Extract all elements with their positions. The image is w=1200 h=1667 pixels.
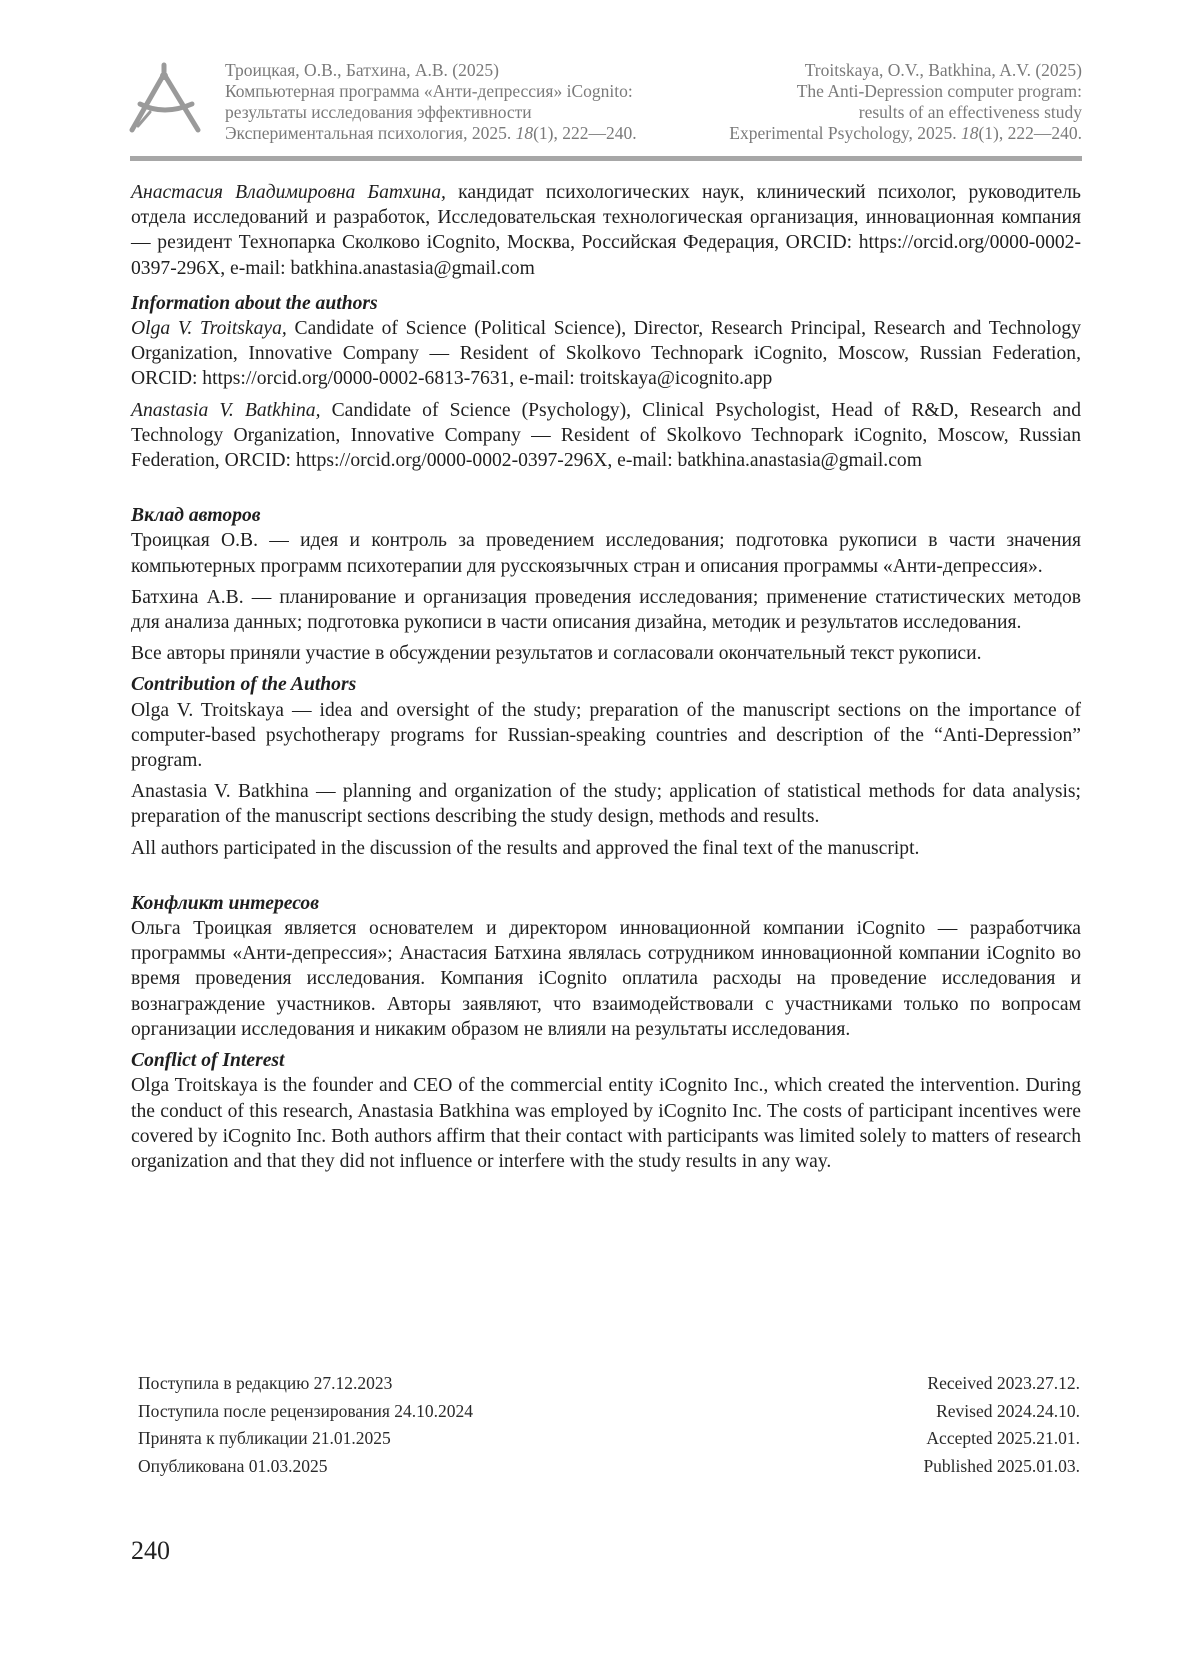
running-header-en — [622, 60, 1082, 144]
header-en-journal-name: Experimental Psychology, 2025. — [729, 123, 961, 143]
ru-author-name: Анастасия Владимировна Батхина, — [131, 182, 446, 203]
conflict-ru-p1: Ольга Троицкая является основателем и директором инновационной компании iCognito — разработчика программы «Анти-депрессия»; Анастасия Батхина являлась сотрудником инновационной компании iCognito во время проведения исследования. Компания iCognito оплатила расходы на проведение исследования и вознаграждение участников. Авторы заявляют, что взаимодействовали с участниками только по вопросам организации исследования и никаким образом не влияли на результаты исследования. — [131, 918, 1081, 1040]
info-author-2-text: Candidate of Science (Psychology), Clinical Psychologist, Head of R&D, Research and Technology Organization, Innovative Company — Resident of Skolkovo Technopark iCognito, Moscow, Russian Federation, ORCID: https://orcid.org/0000-0002-0397-296X, e-mail: batkhina.anastasia@gmail.com — [131, 399, 1081, 472]
header-ru-journal-name: Экспериментальная психология, 2025. — [225, 123, 516, 143]
contrib-en-heading: Contribution of the Authors — [131, 674, 357, 696]
conflict-en-heading: Conflict of Interest — [131, 1050, 285, 1072]
date-row-accepted — [138, 1425, 1080, 1453]
header-en-title-1: The Anti-Depression computer program: — [796, 81, 1082, 101]
contrib-ru-heading: Вклад авторов — [131, 505, 261, 527]
conflict-en-p1: Olga Troitskaya is the founder and CEO of the commercial entity iCognito Inc., which created the intervention. During the conduct of this research, Anastasia Batkhina was employed by iCognito Inc. The costs of participant incentives were covered by iCognito Inc. Both authors affirm that their contact with participants was limited solely to matters of research organization and that they did not influence or interfere with the study results in any way. — [131, 1075, 1081, 1172]
date-row-revised — [138, 1398, 1080, 1426]
date-ru: Опубликована 01.03.2025 — [138, 1455, 328, 1476]
header-en-authors: Troitskaya, O.V., Batkhina, A.V. (2025) — [804, 60, 1082, 80]
main-content — [131, 180, 1081, 1180]
page-number: 240 — [131, 1536, 170, 1565]
info-authors-heading: Information about the authors — [131, 292, 378, 314]
conflict-ru-heading: Конфликт интересов — [131, 892, 319, 914]
compass-logo-icon — [128, 60, 204, 136]
contrib-ru-p3: Все авторы приняли участие в обсуждении результатов и согласовали окончательный текст рукописи. — [131, 643, 982, 665]
info-author-2 — [131, 398, 1081, 474]
header-ru-volume: 18 — [515, 123, 534, 143]
publication-dates — [138, 1370, 1080, 1480]
contrib-en-p1: Olga V. Troitskaya — idea and oversight of the study; preparation of the manuscript sections on the importance of computer-based psychotherapy programs for Russian-speaking countries and description of the “Anti-Depression” program. — [131, 699, 1081, 772]
contrib-ru-p2: Батхина А.В. — планирование и организация проведения исследования; применение статистических методов для анализа данных; подготовка рукописи в части описания дизайна, методик и результатов исследования. — [131, 586, 1081, 634]
date-row-received — [138, 1370, 1080, 1398]
header-en-title-2: results of an effectiveness study — [858, 102, 1082, 122]
header-ru-issue: (1), 222—240. — [533, 123, 637, 143]
ru-author-text: кандидат психологических наук, клинический психолог, руководитель отдела исследований и разработок, Исследовательская технологическая организация, инновационная компания — резидент Технопарка Сколково iCognito, Москва, Российская Федерация, ORCID: https://orcid.org/0000-0002-0397-296X, e-mail: batkhina.anastasia@gmail.com — [131, 182, 1081, 279]
header-ru-authors: Троицкая, О.В., Батхина, А.В. (2025) — [225, 60, 499, 80]
header-en-volume: 18 — [960, 123, 979, 143]
header-en-journal — [622, 123, 1082, 144]
info-author-1 — [131, 316, 1081, 392]
date-ru: Поступила в редакцию 27.12.2023 — [138, 1373, 393, 1393]
contrib-en-p2: Anastasia V. Batkhina — planning and organization of the study; application of statistical methods for data analysis; preparation of the manuscript sections describing the study design, methods and results. — [131, 781, 1081, 828]
header-ru-title-2: результаты исследования эффективности — [225, 102, 532, 122]
date-en: Published 2025.01.03. — [923, 1455, 1080, 1476]
date-en: Received 2023.27.12. — [927, 1373, 1080, 1393]
info-author-1-name: Olga V. Troitskaya, — [131, 318, 287, 340]
info-author-1-text: Candidate of Science (Political Science), Director, Research Principal, Research and Technology Organization, Innovative Company — Resident of Skolkovo Technopark iCognito, Moscow, Russian Federation, ORCID: https://orcid.org/0000-0002-6813-7631, e-mail: troitskaya@icognito.app — [131, 318, 1081, 390]
header-ru-title-1: Компьютерная программа «Анти-депрессия» iCognito: — [225, 81, 633, 101]
date-row-published — [138, 1453, 1080, 1481]
contrib-ru-p1: Троицкая О.В. — идея и контроль за проведением исследования; подготовка рукописи в части значения компьютерных программ психотерапии для русскоязычных стран и описания программы «Анти-депрессия». — [131, 530, 1081, 577]
date-ru: Принята к публикации 21.01.2025 — [138, 1428, 391, 1449]
header-en-issue: (1), 222—240. — [978, 123, 1082, 143]
date-en: Accepted 2025.21.01. — [926, 1428, 1080, 1449]
contrib-en-p3: All authors participated in the discussion of the results and approved the final text of the manuscript. — [131, 837, 920, 859]
info-author-2-name: Anastasia V. Batkhina, — [131, 399, 321, 421]
header-ru-journal — [225, 123, 685, 144]
date-en: Revised 2024.24.10. — [936, 1400, 1080, 1421]
ru-author-batkhina — [131, 180, 1081, 281]
header-rule — [130, 156, 1082, 161]
running-header-ru — [225, 60, 685, 144]
date-ru: Поступила после рецензирования 24.10.2024 — [138, 1400, 474, 1421]
